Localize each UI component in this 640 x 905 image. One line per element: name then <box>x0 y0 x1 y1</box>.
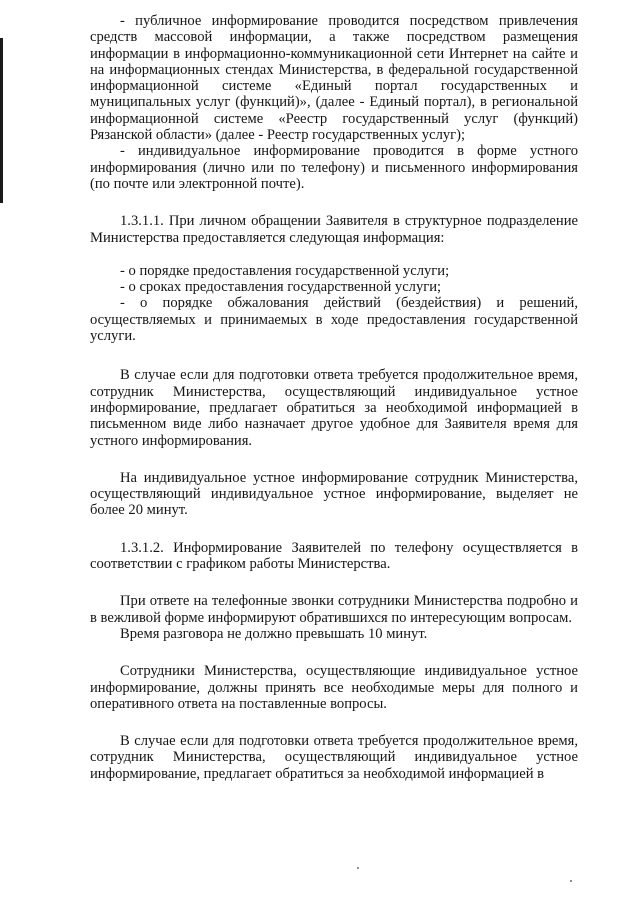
paragraph-long-answer-repeat: В случае если для подготовки ответа требуется продолжительное время, сотрудник Министерства, осуществляющий индивидуальное устное информирование, предлагает обратиться за необходимой информацией в <box>90 733 578 782</box>
paragraph-call-duration: Время разговора не должно превышать 10 минут. <box>120 625 428 642</box>
list-item-appeal: - о порядке обжалования действий (бездействия) и решений, осуществляемых и принимаемых в ходе предоставления государственной услуги. <box>90 295 578 345</box>
document-body <box>90 13 578 782</box>
paragraph-long-answer: В случае если для подготовки ответа требуется продолжительное время, сотрудник Министерства, осуществляющий индивидуальное устное информирование, предлагает обратиться за необходимой информацией в письменном виде либо назначает другое удобное для Заявителя время для устного информирования. <box>90 367 578 449</box>
paragraph-1-3-1-1: 1.3.1.1. При личном обращении Заявителя в структурное подразделение Министерства предоставляется следующая информация: <box>90 213 578 246</box>
scan-edge-mark <box>0 38 3 203</box>
list-item-terms: - о сроках предоставления государственной услуги; <box>120 279 442 296</box>
paragraph-staff-measures: Сотрудники Министерства, осуществляющие индивидуальное устное информирование, должны принять все необходимые меры для полного и оперативного ответа на поставленные вопросы. <box>90 663 578 712</box>
paragraph-time-limit: На индивидуальное устное информирование сотрудник Министерства, осуществляющий индивидуальное устное информирование, выделяет не более 20 минут. <box>90 469 578 519</box>
list-item-procedure: - о порядке предоставления государственной услуги; <box>120 262 450 279</box>
paragraph-phone-calls: При ответе на телефонные звонки сотрудники Министерства подробно и в вежливой форме информируют обратившихся по интересующим вопросам. <box>90 593 578 626</box>
paragraph-public-informing: - публичное информирование проводится посредством привлечения средств массовой информации, а также посредством размещения информации в информационно-коммуникационной сети Интернет на сайте и на информационных стендах Министерства, в федеральной государственной информационной системе «Единый портал государственных и муниципальных услуг (функций)», (далее - Единый портал), в региональной информационной системе «Реестр государственный услуг (функций) Рязанской области» (далее - Реестр государственных услуг); <box>90 13 578 144</box>
scan-speck <box>357 867 359 869</box>
scan-speck <box>570 880 572 882</box>
paragraph-individual-informing: - индивидуальное информирование проводится в форме устного информирования (лично или по телефону) и письменного информирования (по почте или электронной почте). <box>90 143 578 192</box>
paragraph-1-3-1-2: 1.3.1.2. Информирование Заявителей по телефону осуществляется в соответствии с графиком работы Министерства. <box>90 539 578 573</box>
